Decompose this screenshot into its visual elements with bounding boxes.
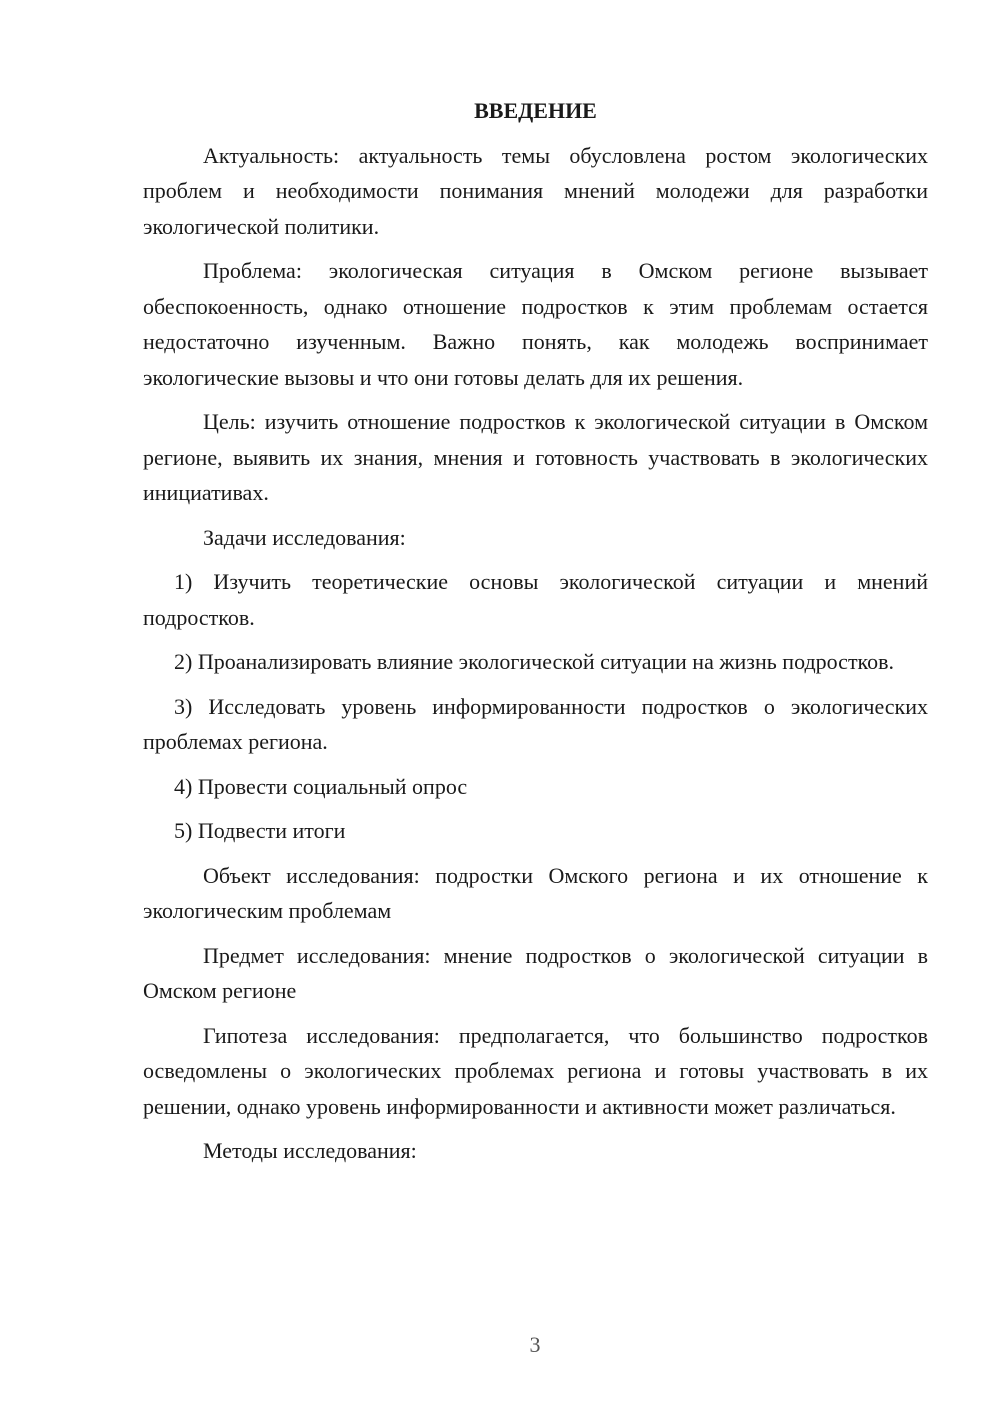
page-number: 3 [529,1332,541,1357]
problem-paragraph: Проблема: экологическая ситуация в Омском регионе вызывает обеспокоенность, однако отношение подростков к этим проблемам остается недостаточно изученным. Важно понять, как молодежь воспринимает экологические вызовы и что они готовы делать для их решения. [143,258,928,390]
object-paragraph: Объект исследования: подростки Омского региона и их отношение к экологическим проблемам [143,862,928,923]
task-item-5: 5) Подвести итоги [174,818,346,843]
methods-heading: Методы исследования: [203,1138,417,1163]
goal-paragraph: Цель: изучить отношение подростков к экологической ситуации в Омском регионе, выявить их знания, мнения и готовность участвовать в экологических инициативах. [143,409,928,505]
relevance-paragraph: Актуальность: актуальность темы обусловлена ростом экологических проблем и необходимости понимания мнений молодежи для разработки экологической политики. [143,142,928,239]
subject-paragraph: Предмет исследования: мнение подростков о экологической ситуации в Омском регионе [143,942,928,1003]
document-page [143,93,928,1178]
section-title: ВВЕДЕНИЕ [474,98,597,123]
task-item-1: 1) Изучить теоретические основы экологической ситуации и мнений подростков. [143,569,928,630]
tasks-heading: Задачи исследования: [203,524,406,550]
hypothesis-paragraph: Гипотеза исследования: предполагается, что большинство подростков осведомлены о экологических проблемах региона и готовы участвовать в их решении, однако уровень информированности и активности может различаться. [143,1022,928,1119]
task-item-3: 3) Исследовать уровень информированности подростков о экологических проблемах региона. [143,693,928,754]
task-item-4: 4) Провести социальный опрос [174,773,468,799]
task-item-2: 2) Проанализировать влияние экологической ситуации на жизнь подростков. [174,649,895,674]
